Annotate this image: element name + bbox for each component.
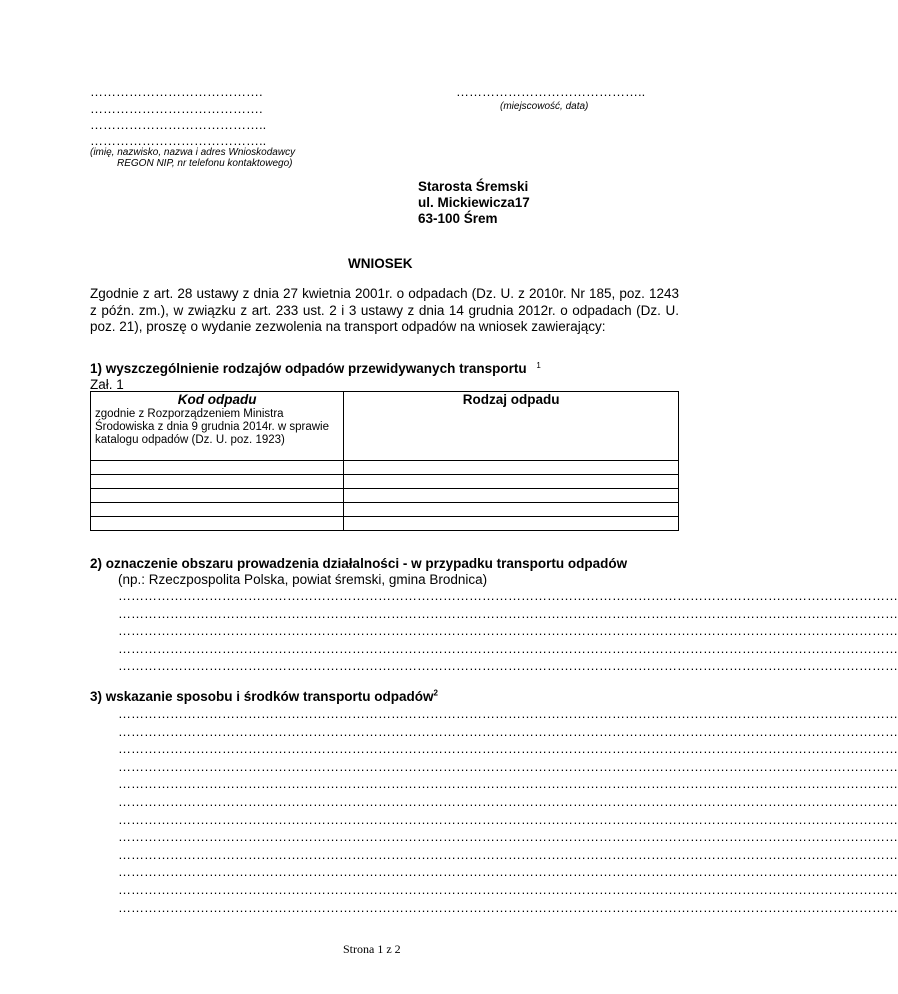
table-cell-code[interactable] — [91, 461, 344, 475]
fill-line[interactable]: ……………………………………………………………………………………………………………………………………………………………… — [118, 793, 898, 809]
place-date-caption: (miejscowość, data) — [500, 101, 589, 112]
table-row — [91, 461, 679, 475]
table-cell-type[interactable] — [344, 489, 679, 503]
addressee-city: 63-100 Śrem — [418, 211, 498, 226]
fill-line[interactable]: ……………………………………………………………………………………………………………………………………………………………… — [118, 758, 898, 774]
fill-line[interactable]: ……………………………………………………………………………………………………………………………………………………………… — [118, 846, 898, 862]
table-row — [91, 517, 679, 531]
table-cell-type[interactable] — [344, 475, 679, 489]
section2-title: 2) oznaczenie obszaru prowadzenia działalności - w przypadku transportu odpadów — [90, 556, 628, 571]
fill-line[interactable]: ……………………………………………………………………………………………………………………………………………………………… — [118, 864, 898, 880]
section1-title-text: 1) wyszczególnienie rodzajów odpadów przewidywanych transportu — [90, 361, 527, 376]
document-title: WNIOSEK — [348, 256, 413, 271]
col-rodzaj-odpadu — [344, 392, 679, 461]
addressee-block — [418, 179, 530, 227]
applicant-line-2[interactable]: …………………………………. — [90, 101, 263, 116]
addressee-street: ul. Mickiewicza17 — [418, 195, 530, 210]
fill-line[interactable]: ……………………………………………………………………………………………………………………………………………………………… — [118, 741, 898, 757]
table-cell-code[interactable] — [91, 489, 344, 503]
section2-fill-lines — [118, 587, 898, 675]
fill-line[interactable]: ……………………………………………………………………………………………………………………………………………………………… — [118, 605, 898, 621]
section3-fill-lines — [118, 705, 898, 916]
waste-table — [90, 391, 679, 531]
applicant-caption-2: REGON NIP, nr telefonu kontaktowego) — [117, 158, 293, 169]
fill-line[interactable]: ……………………………………………………………………………………………………………………………………………………………… — [118, 811, 898, 827]
col-kod-odpadu — [91, 392, 344, 461]
fill-line[interactable]: ……………………………………………………………………………………………………………………………………………………………… — [118, 706, 898, 721]
table-cell-type[interactable] — [344, 517, 679, 531]
fill-line[interactable]: ……………………………………………………………………………………………………………………………………………………………… — [118, 588, 898, 603]
table-cell-code[interactable] — [91, 475, 344, 489]
fill-line[interactable]: ……………………………………………………………………………………………………………………………………………………………… — [118, 881, 898, 897]
applicant-line-3[interactable]: ………………………………….. — [90, 117, 267, 132]
page-number: Strona 1 z 2 — [343, 942, 401, 956]
footnote-1: 1 — [536, 360, 541, 370]
fill-line[interactable]: ……………………………………………………………………………………………………………………………………………………………… — [118, 723, 898, 739]
addressee-name: Starosta Śremski — [418, 179, 529, 194]
fill-line[interactable]: ……………………………………………………………………………………………………………………………………………………………… — [118, 776, 898, 792]
section3-title-text: 3) wskazanie sposobu i środków transportu odpadów — [90, 689, 434, 704]
applicant-caption: (imię, nazwisko, nazwa i adres Wnioskodawcy — [90, 147, 296, 158]
fill-line[interactable]: ……………………………………………………………………………………………………………………………………………………………… — [118, 640, 898, 656]
place-date-line[interactable]: …………………………………….. — [456, 84, 646, 99]
table-row — [91, 489, 679, 503]
applicant-line-1[interactable]: …………………………………. — [90, 84, 263, 99]
table-row — [91, 503, 679, 517]
section1-title — [90, 361, 541, 376]
col-rodzaj-odpadu-title: Rodzaj odpadu — [462, 392, 560, 407]
fill-line[interactable]: ……………………………………………………………………………………………………………………………………………………………… — [118, 623, 898, 639]
fill-line[interactable]: ……………………………………………………………………………………………………………………………………………………………… — [118, 899, 898, 915]
fill-line[interactable]: ……………………………………………………………………………………………………………………………………………………………… — [118, 829, 898, 845]
table-cell-type[interactable] — [344, 461, 679, 475]
attachment-label: Zał. 1 — [90, 377, 124, 392]
section3-title — [90, 689, 438, 704]
intro-paragraph: Zgodnie z art. 28 ustawy z dnia 27 kwietnia 2001r. o odpadach (Dz. U. z 2010r. Nr 185, poz. 1243 z późn. zm.), w związku z art. 233 ust. 2 i 3 ustawy z dnia 14 grudnia 2012r. o odpadach (Dz. U. poz. 21), proszę o wydanie zezwolenia na transport odpadów na wniosek zawierający: — [90, 286, 679, 334]
col-kod-odpadu-note: zgodnie z Rozporządzeniem Ministra Środowiska z dnia 9 grudnia 2014r. w sprawie katalogu odpadów (Dz. U. poz. 1923) — [95, 408, 329, 446]
fill-line[interactable]: ……………………………………………………………………………………………………………………………………………………………… — [118, 658, 898, 674]
table-cell-code[interactable] — [91, 517, 344, 531]
col-kod-odpadu-title: Kod odpadu — [177, 392, 257, 407]
table-cell-type[interactable] — [344, 503, 679, 517]
applicant-line-4[interactable]: ………………………………….. — [90, 133, 267, 148]
table-row — [91, 475, 679, 489]
table-header-row — [91, 392, 679, 461]
section2-subtitle: (np.: Rzeczpospolita Polska, powiat śremski, gmina Brodnica) — [118, 572, 488, 587]
table-cell-code[interactable] — [91, 503, 344, 517]
footnote-2: 2 — [433, 688, 438, 698]
